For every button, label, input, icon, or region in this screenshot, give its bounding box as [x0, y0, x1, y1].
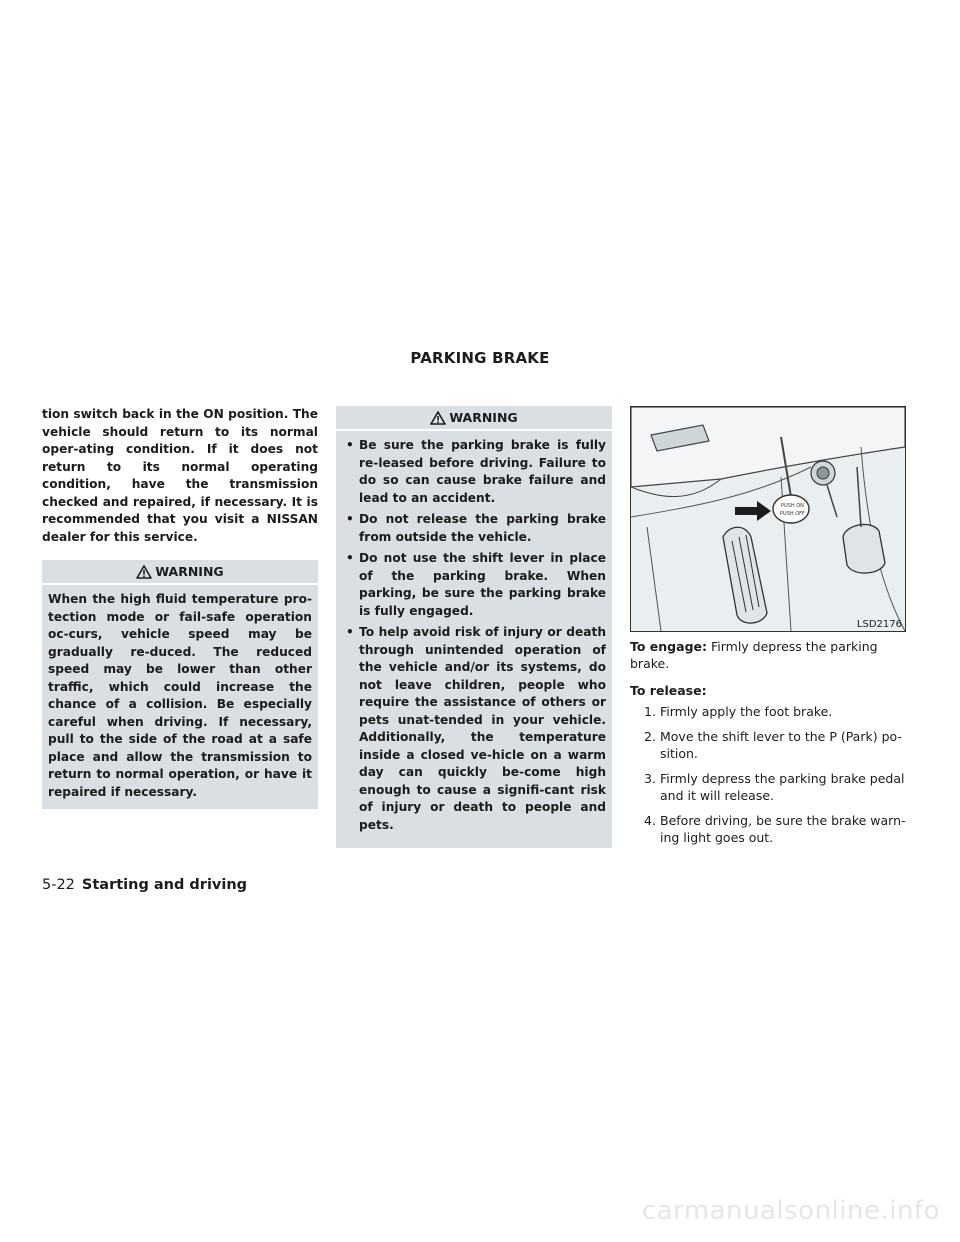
step-text: Firmly apply the foot brake. — [660, 704, 833, 719]
pedal-text-push-on: PUSH ON — [781, 503, 804, 509]
release-step — [630, 728, 906, 762]
warning-title: WARNING — [449, 410, 518, 425]
page-number: 5-22 — [42, 877, 75, 893]
warning-item: • Do not use the shift lever in place of the parking brake. When parking, be sure the parking brake is fully engaged. — [342, 550, 606, 620]
step-number: 1. — [644, 704, 656, 719]
warning-item: • To help avoid risk of injury or death through unintended operation of the vehicle and/or its systems, do not leave children, people who require the assistance of others or pets unat-tended in your vehicle. Additionally, the temperature inside a closed ve-hicle on a warm day can quickly be-come high enough to cause a signifi-cant risk of injury or death to people and pets. — [342, 624, 606, 834]
warning-list — [342, 437, 606, 834]
pedal-text-push-off: PUSH OFF — [780, 511, 805, 517]
column-2 — [336, 406, 612, 848]
column-1 — [42, 406, 318, 809]
engage-text: Firmly depress the parking brake. — [630, 639, 878, 671]
figure-label: LSD2176 — [856, 619, 902, 630]
warning-box-parking-brake — [336, 406, 612, 848]
warning-item: • Be sure the parking brake is fully re-leased before driving. Failure to do so can cause brake failure and lead to an accident. — [342, 437, 606, 507]
warning-text: When the high fluid temperature pro-tection mode or fail-safe operation oc-curs, vehicle speed may be gradually re-duced. The reduced speed may be lower than other traffic, which could increase the chance of a collision. Be especially careful when driving. If necessary, pull to the side of the road at a safe place and allow the transmission to return to normal operation, or have it repaired if necessary. — [48, 592, 312, 799]
step-number: 2. — [644, 729, 656, 744]
release-step — [630, 812, 906, 846]
column-3 — [630, 406, 906, 854]
release-step — [630, 770, 906, 804]
warning-triangle-icon — [430, 411, 446, 425]
chapter-title: Starting and driving — [81, 877, 248, 893]
warning-header — [42, 560, 318, 585]
engage-label: To engage: — [630, 639, 707, 654]
engage-instruction — [630, 638, 906, 672]
intro-paragraph: tion switch back in the ON position. The vehicle should return to its normal oper-ating condition. If it does not return to its normal operating condition, have the transmission checked and repaired, if necessary. It is recommended that you visit a NISSAN dealer for this service. — [42, 407, 318, 544]
release-steps — [630, 703, 906, 846]
section-title: PARKING BRAKE — [410, 349, 550, 367]
release-label: To release: — [630, 683, 707, 698]
warning-title: WARNING — [155, 564, 224, 579]
warning-item: • Do not release the parking brake from outside the vehicle. — [342, 511, 606, 546]
page-footer — [42, 877, 247, 893]
watermark: carmanualsonline.info — [641, 1196, 940, 1226]
step-text: Before driving, be sure the brake warn-ing light goes out. — [660, 813, 906, 845]
warning-triangle-icon — [136, 565, 152, 579]
warning-header — [336, 406, 612, 431]
step-text: Move the shift lever to the P (Park) po-sition. — [660, 729, 902, 761]
step-number: 4. — [644, 813, 656, 828]
pedal-illustration-graphic — [631, 407, 905, 631]
step-text: Firmly depress the parking brake pedal and it will release. — [660, 771, 905, 803]
release-step — [630, 703, 906, 720]
step-number: 3. — [644, 771, 656, 786]
warning-box-transmission — [42, 560, 318, 809]
parking-brake-illustration — [630, 406, 906, 632]
